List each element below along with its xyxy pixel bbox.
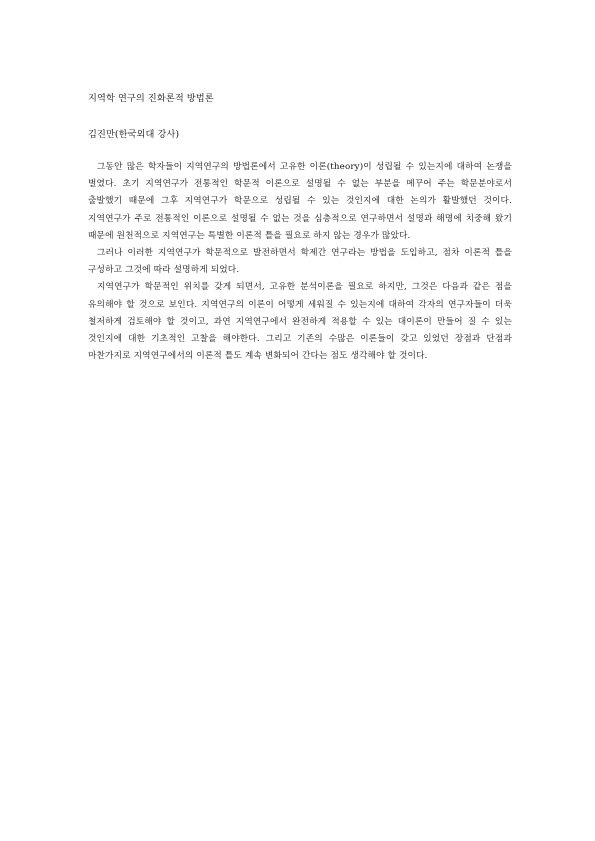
document-body: [88, 159, 512, 365]
paragraph-3: 지역연구가 학문적인 위치를 갖게 되면서, 고유한 분석이론을 필요로 하지만, 그것은 다음과 같은 점을 유의해야 할 것으로 보인다. 지역연구의 이론이 어떻게 세워질 수 있는지에 대하여 각자의 연구자들이 더욱 철저하게 검토해야 할 것이고, 과연 지역연구에서 완전하게 적용할 수 있는 대이론이 만들어 질 수 있는 것인지에 대한 기초적인 고찰을 해야한다. 그리고 기존의 수많은 이론들이 갖고 있었던 장점과 단점과 마찬가지로 지역연구에서의 이론적 틀도 계속 변화되어 간다는 점도 생각해야 할 것이다.: [88, 282, 512, 362]
paragraph-1: 그동안 많은 학자들이 지역연구의 방법론에서 고유한 이론(theory)이 성립될 수 있는지에 대하여 논쟁을 벌였다. 초기 지역연구가 전통적인 학문적 이론으로 설명될 수 없는 부분을 메꾸어 주는 학문분야로서 출발했기 때문에 그후 지역연구가 학문으로 성립될 수 있는 것인지에 대한 논의가 활발했던 것이다. 지역연구가 주로 전통적인 이론으로 설명될 수 없는 것을 심층적으로 연구하면서 설명과 해명에 치중해 왔기 때문에 원천적으로 지역연구는 특별한 이론적 틀을 필요로 하지 않는 경우가 많았다.: [88, 162, 512, 241]
author-line: 김진만(한국외대 강사): [88, 129, 180, 140]
document-title: 지역학 연구의 진화론적 방법론: [88, 93, 214, 104]
document-content: [88, 92, 512, 365]
paragraph-2: 그러나 이러한 지역연구가 학문적으로 발전하면서 학제간 연구라는 방법을 도입하고, 점차 이론적 틀을 구성하고 그것에 따라 설명하게 되었다.: [88, 248, 512, 276]
